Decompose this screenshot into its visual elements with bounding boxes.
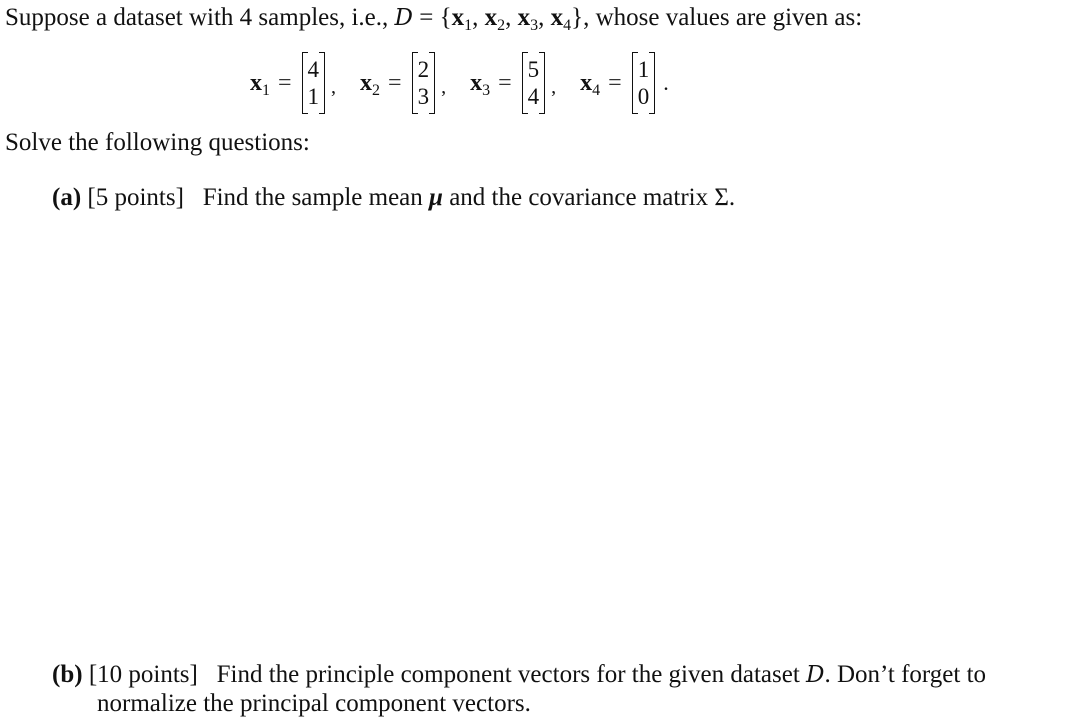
vector-x3-name: $x_3$ (470, 69, 491, 99)
set-item-x2-sub: 2 (497, 17, 506, 34)
vector-x3-value-1: 5 (527, 57, 540, 82)
vector-x4-value-1: 1 (637, 57, 650, 82)
set-item-x4-sub: 4 (563, 17, 572, 34)
set-item-x3-sub: 3 (530, 17, 539, 34)
equals-sign: = (388, 69, 402, 96)
question-b-text-2: . Don’t forget to (824, 661, 987, 688)
question-a-points: [5 points] (87, 184, 184, 211)
vector-x3-matrix (522, 50, 546, 116)
sigma-symbol: Σ (714, 184, 729, 211)
set-item-x1-sub: 1 (464, 17, 473, 34)
vector-x2-value-2: 3 (417, 84, 430, 109)
vector-x2-value-1: 2 (417, 57, 430, 82)
vector-definitions (250, 50, 669, 116)
intro-after: , whose values are given as: (583, 4, 863, 31)
vector-x1-value-2: 1 (307, 84, 320, 109)
question-b (52, 661, 986, 689)
set-equals: = { (412, 4, 452, 31)
vector-x1 (250, 50, 360, 116)
vector-x4-name: $x_4$ (580, 69, 601, 99)
set-item-x3: x (517, 4, 531, 31)
mean-symbol: μ (429, 184, 443, 211)
set-item-x4: x (550, 4, 564, 31)
question-b-text-1: Find the principle component vectors for the given dataset (216, 661, 807, 688)
vector-x3 (470, 50, 580, 116)
equals-sign: = (608, 69, 622, 96)
intro-before: Suppose a dataset with 4 samples, i.e., (5, 4, 395, 31)
vector-x1-value-1: 4 (307, 57, 320, 82)
intro-sentence: Suppose a dataset with 4 samples, i.e., $D = \{x_1$, $x_2$, $x_3$, $x_4$}, whose values are given as: (5, 4, 863, 34)
vector-terminator: . (663, 70, 669, 95)
vector-x3-value-2: 4 (527, 84, 540, 109)
set-item-x1: x (451, 4, 465, 31)
dataset-symbol: D (394, 5, 413, 31)
equals-sign: = (498, 69, 512, 96)
vector-x4 (580, 50, 669, 116)
vector-separator: , (441, 75, 447, 98)
question-b-line-2: normalize the principal component vectors. (97, 690, 531, 717)
vector-x2-name: $x_2$ (360, 69, 381, 99)
dataset-symbol: D (806, 662, 825, 688)
question-a-text-1: Find the sample mean (202, 184, 430, 211)
equals-sign: = (278, 69, 292, 96)
question-a-tag: (a) (52, 184, 82, 211)
set-close: } (571, 4, 584, 31)
vector-x1-name: $x_1$ (250, 69, 270, 99)
vector-x2-matrix (412, 50, 436, 116)
question-b-tag: (b) (52, 661, 83, 688)
question-b-points: [10 points] (88, 661, 198, 688)
vector-x4-value-2: 0 (637, 84, 650, 109)
vector-x2 (360, 50, 470, 116)
set-item-x2: x (484, 4, 498, 31)
vector-x4-matrix (632, 50, 656, 116)
solve-label: Solve the following questions: (5, 129, 310, 156)
vector-separator: , (551, 75, 557, 98)
question-a-text-2: and the covariance matrix (442, 184, 715, 211)
vector-separator: , (331, 75, 337, 98)
question-a: (a) [5 points] Find the sample mean μ and the covariance matrix Σ. (52, 184, 736, 211)
vector-x1-matrix (302, 50, 326, 116)
